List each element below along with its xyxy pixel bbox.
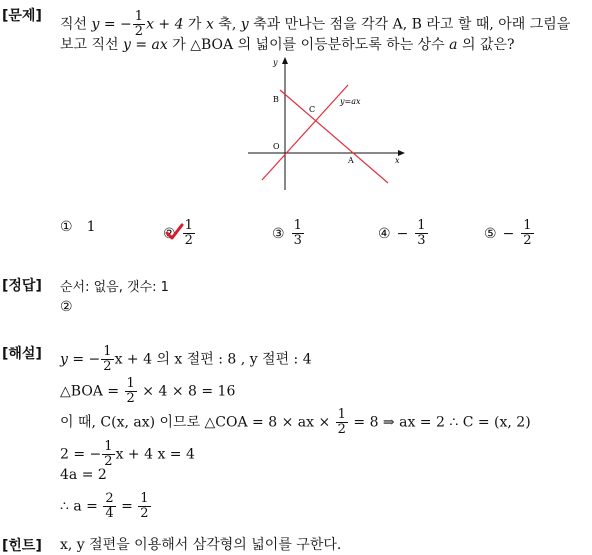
choice-fraction [521, 219, 533, 248]
choice-number-wrap [163, 226, 176, 242]
fraction [101, 345, 113, 374]
fraction-denominator: 3 [417, 233, 426, 248]
equation-part: × 4 × 8 = 16 [137, 383, 236, 400]
problem-text: 의 값은? [457, 37, 515, 53]
fraction [102, 440, 114, 469]
fraction-numerator: 1 [140, 491, 149, 506]
choice-2[interactable] [163, 219, 196, 248]
check-mark-icon [164, 222, 184, 242]
fraction-denominator: 2 [184, 233, 193, 248]
choice-fraction [183, 219, 195, 248]
fraction-numerator: 1 [134, 9, 144, 24]
graph-label-c: C [309, 105, 316, 114]
problem-text: 가 △BOA 의 넓이를 이등분하도록 하는 상수 [167, 37, 450, 53]
choice-1[interactable] [60, 219, 95, 235]
solution-line-3 [60, 408, 531, 437]
answer-line-1: 순서: 없음, 갯수: 1 [60, 280, 169, 295]
answer-value: ② [60, 299, 73, 315]
fraction-numerator: 1 [103, 344, 112, 359]
solution-line-4 [60, 440, 195, 469]
problem-text: 직선 [60, 16, 92, 33]
y-axis-arrow [282, 57, 288, 64]
variable: y [240, 16, 249, 33]
fraction-denominator: 3 [293, 233, 302, 248]
graph-label-b: B [273, 95, 279, 104]
problem-text: 보고 직선 [60, 37, 123, 53]
solution-tag: [해설] [2, 346, 42, 362]
problem-text: 가 [183, 16, 206, 33]
solution-line-2 [60, 377, 235, 406]
fraction [336, 408, 348, 437]
equation-part: = 8 ⇒ ax = 2 ∴ C = (x, 2) [348, 414, 531, 431]
fraction-denominator: 2 [140, 506, 149, 521]
fraction [138, 492, 150, 521]
fraction-numerator: 1 [293, 218, 302, 233]
choice-number: ① [60, 219, 73, 235]
hint-text: x, y 절편을 이용해서 삼각형의 넓이를 구한다. [60, 537, 342, 553]
hint-tag: [힌트] [2, 538, 42, 554]
equation-part: ∴ a = [60, 498, 103, 515]
minus-sign: − [396, 225, 409, 242]
variable: x [205, 16, 214, 33]
answer-tag: [정답] [2, 278, 42, 294]
choice-fraction [415, 219, 427, 248]
equation-part: x + 4 의 x 절편 : 8 , y 절편 : 4 [114, 351, 312, 368]
choice-4[interactable] [378, 219, 429, 248]
choice-5[interactable] [484, 219, 535, 248]
fraction-numerator: 1 [523, 218, 532, 233]
problem-tag: [문제] [2, 8, 42, 24]
fraction-numerator: 1 [104, 439, 113, 454]
minus-sign: − [502, 225, 515, 242]
fraction-denominator: 2 [126, 391, 135, 406]
graph-label-o: O [273, 142, 280, 151]
fraction [103, 492, 115, 521]
equation-part: 2 = − [60, 446, 102, 463]
problem-graph [240, 55, 410, 195]
problem-line-1 [60, 10, 570, 39]
equation-part: 이 때, C(x, ax) 이므로 △COA = 8 × ax × [60, 414, 335, 431]
choice-3[interactable] [272, 219, 305, 248]
choice-number: ④ [378, 225, 391, 242]
fraction-denominator: 2 [103, 359, 112, 374]
fraction-denominator: 2 [523, 233, 532, 248]
choice-number: ② [163, 225, 176, 242]
solution-line-6 [60, 492, 152, 521]
graph-label-x: x [395, 156, 400, 165]
equation-part: x + 4 x = 4 [115, 446, 195, 463]
fraction-numerator: 1 [184, 218, 193, 233]
fraction-denominator: 2 [134, 24, 144, 39]
fraction-numerator: 1 [337, 407, 346, 422]
fraction-denominator: 2 [337, 422, 346, 437]
fraction-numerator: 1 [417, 218, 426, 233]
problem-text: 축, [213, 16, 241, 33]
equation-part: y = − [60, 351, 101, 368]
fraction [133, 10, 145, 39]
fraction-numerator: 2 [105, 491, 114, 506]
graph-label-y: y [273, 58, 278, 67]
choice-number: ③ [272, 225, 285, 242]
solution-line-1 [60, 345, 312, 374]
fraction-numerator: 1 [126, 376, 135, 391]
choice-fraction [292, 219, 304, 248]
fraction [125, 377, 137, 406]
problem-text: 축과 만나는 점을 각각 A, B 라고 할 때, 아래 그림을 [248, 16, 571, 33]
graph-label-a: A [348, 156, 354, 165]
choice-value: 1 [86, 219, 96, 235]
line-ab [280, 90, 388, 183]
solution-line-5: 4a = 2 [60, 467, 107, 483]
fraction-denominator: 4 [105, 506, 114, 521]
problem-line-2 [60, 36, 515, 54]
equation-part: y = ax [123, 37, 168, 53]
choice-number: ⑤ [484, 225, 497, 242]
graph-label-line: y=ax [340, 97, 361, 106]
equation-part: y = − [91, 16, 132, 33]
fraction-denominator: 2 [104, 454, 113, 469]
equation-part: x + 4 [146, 16, 184, 33]
equation-part: = [116, 498, 138, 515]
variable: a [449, 37, 458, 53]
equation-part: △BOA = [60, 383, 124, 400]
